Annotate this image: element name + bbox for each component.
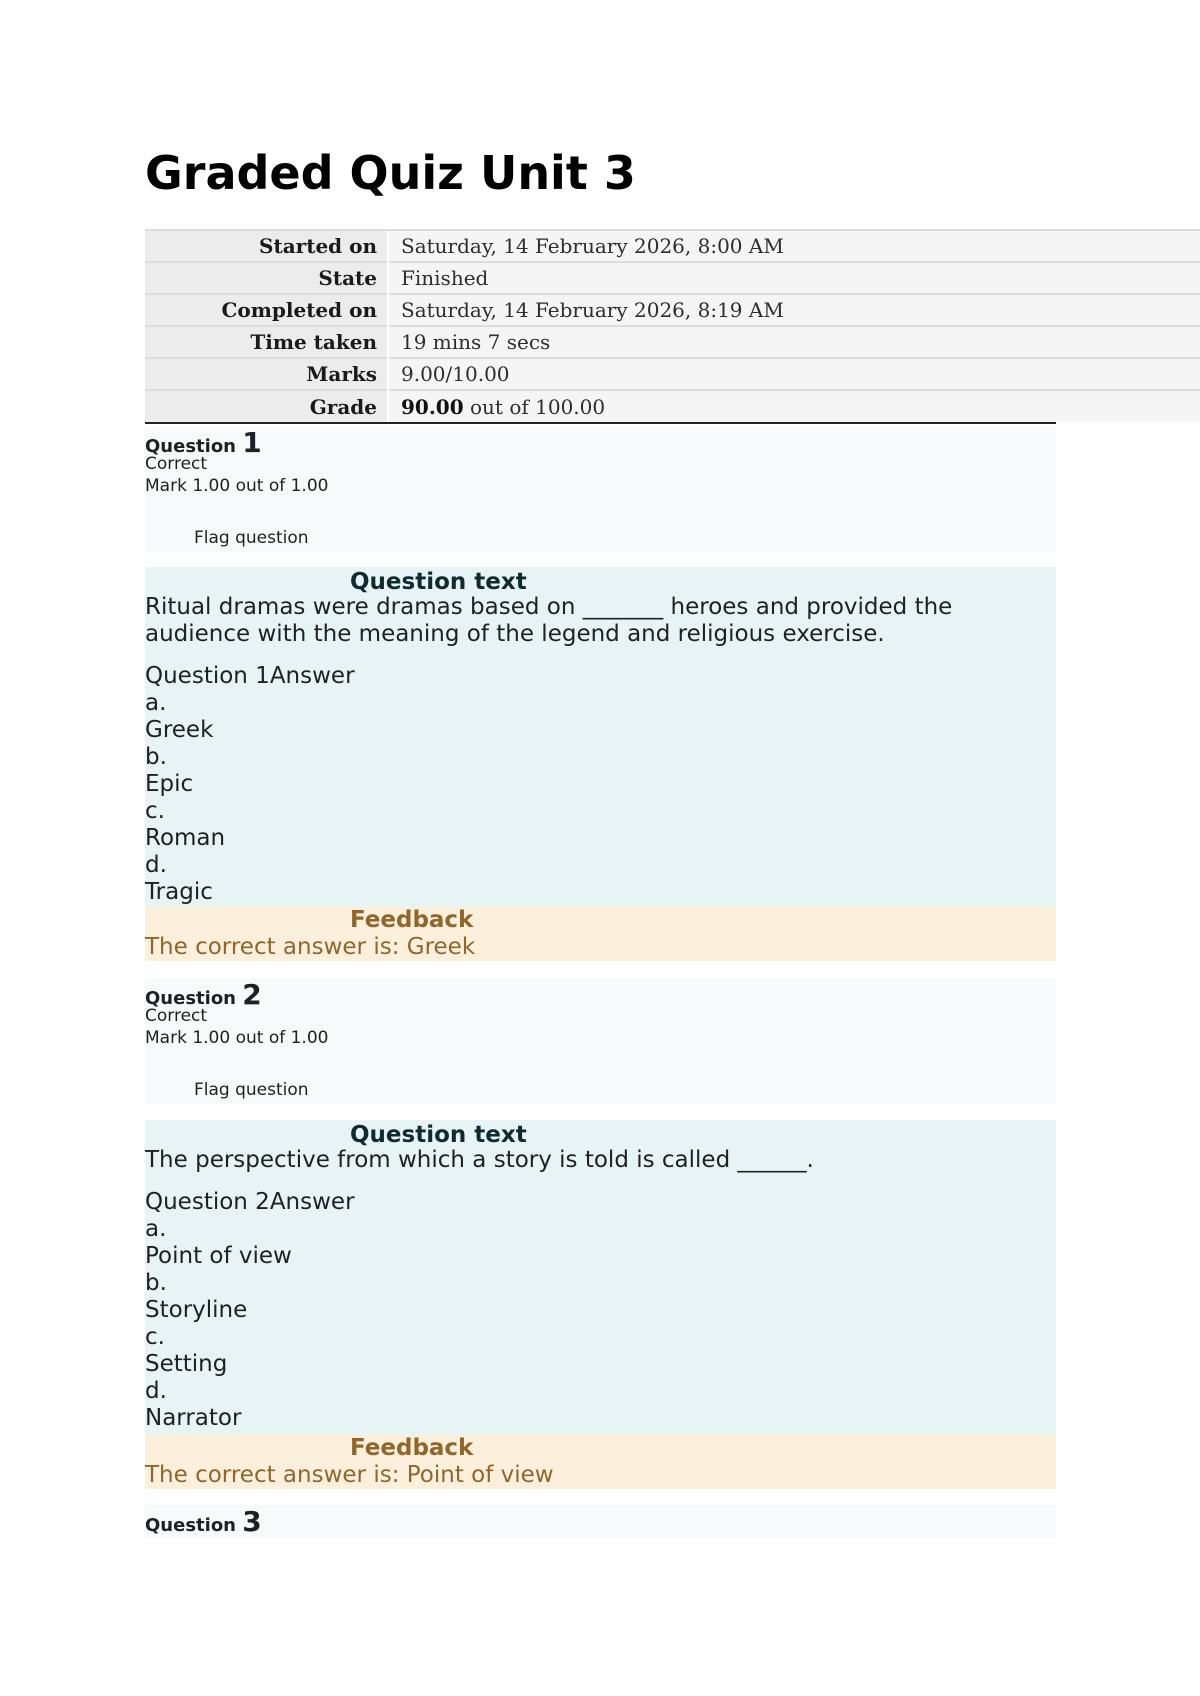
summary-row	[145, 294, 1200, 326]
question-number: 1	[242, 426, 262, 459]
option-letter: c.	[145, 1324, 165, 1350]
option-text[interactable]: Epic	[145, 771, 194, 797]
summary-label: Completed on	[145, 294, 388, 326]
question-number: 2	[242, 978, 262, 1011]
question-text: Ritual dramas were dramas based on _______ heroes and provided the audience with the meaning of the legend and religious exercise.	[145, 594, 953, 647]
option-letter: d.	[145, 852, 167, 878]
summary-divider	[145, 422, 1056, 424]
option-text[interactable]: Setting	[145, 1351, 228, 1377]
summary-row	[145, 230, 1200, 262]
question-heading	[145, 1505, 262, 1538]
answer-label: Question 2Answer	[145, 1189, 355, 1215]
summary-label: State	[145, 262, 388, 294]
summary-row	[145, 326, 1200, 358]
summary-label: Started on	[145, 230, 388, 262]
question-2-formulation	[145, 1120, 1056, 1435]
page-title: Graded Quiz Unit 3	[145, 146, 636, 200]
question-2-feedback	[145, 1435, 1056, 1489]
question-mark: Mark 1.00 out of 1.00	[145, 1028, 329, 1048]
answer-label: Question 1Answer	[145, 663, 355, 689]
question-2-info	[145, 978, 1056, 1104]
question-3-info	[145, 1505, 1056, 1537]
option-letter: b.	[145, 744, 167, 770]
option-text[interactable]: Tragic	[145, 879, 213, 905]
summary-value: Saturday, 14 February 2026, 8:00 AM	[388, 230, 1200, 262]
grade-label: Grade	[145, 390, 388, 422]
flag-question-link[interactable]: Flag question	[194, 528, 309, 548]
option-text[interactable]: Point of view	[145, 1243, 292, 1269]
option-letter: c.	[145, 798, 165, 824]
grade-value-cell	[388, 390, 1200, 422]
option-letter: b.	[145, 1270, 167, 1296]
feedback-text: The correct answer is: Point of view	[145, 1462, 554, 1488]
question-text-title: Question text	[350, 1122, 527, 1148]
option-text[interactable]: Narrator	[145, 1405, 242, 1431]
option-text[interactable]: Storyline	[145, 1297, 248, 1323]
option-text[interactable]: Roman	[145, 825, 226, 851]
option-letter: a.	[145, 1216, 167, 1242]
option-text[interactable]: Greek	[145, 717, 214, 743]
question-1-feedback	[145, 907, 1056, 961]
grade-value: 90.00	[401, 394, 464, 419]
question-mark: Mark 1.00 out of 1.00	[145, 476, 329, 496]
question-text-title: Question text	[350, 569, 527, 595]
option-letter: d.	[145, 1378, 167, 1404]
option-letter: a.	[145, 690, 167, 716]
summary-label: Time taken	[145, 326, 388, 358]
question-number: 3	[242, 1505, 262, 1538]
question-1-formulation	[145, 567, 1056, 907]
feedback-title: Feedback	[350, 1435, 474, 1461]
summary-row	[145, 262, 1200, 294]
flag-question-link[interactable]: Flag question	[194, 1080, 309, 1100]
question-label: Question	[145, 1515, 243, 1536]
summary-row-grade	[145, 390, 1200, 422]
attempt-summary-table	[145, 229, 1200, 422]
summary-value: Finished	[388, 262, 1200, 294]
summary-value: 19 mins 7 secs	[388, 326, 1200, 358]
answer-block	[145, 1189, 355, 1432]
question-state: Correct	[145, 454, 208, 474]
question-state: Correct	[145, 1006, 208, 1026]
summary-row	[145, 358, 1200, 390]
summary-value: 9.00/10.00	[388, 358, 1200, 390]
answer-block	[145, 663, 355, 906]
grade-suffix: out of 100.00	[463, 394, 606, 419]
question-1-info	[145, 426, 1056, 552]
feedback-text: The correct answer is: Greek	[145, 934, 476, 960]
summary-value: Saturday, 14 February 2026, 8:19 AM	[388, 294, 1200, 326]
question-label: Question	[145, 436, 243, 457]
summary-label: Marks	[145, 358, 388, 390]
question-text: The perspective from which a story is told is called ______.	[145, 1147, 814, 1173]
question-label: Question	[145, 988, 243, 1009]
feedback-title: Feedback	[350, 907, 474, 933]
